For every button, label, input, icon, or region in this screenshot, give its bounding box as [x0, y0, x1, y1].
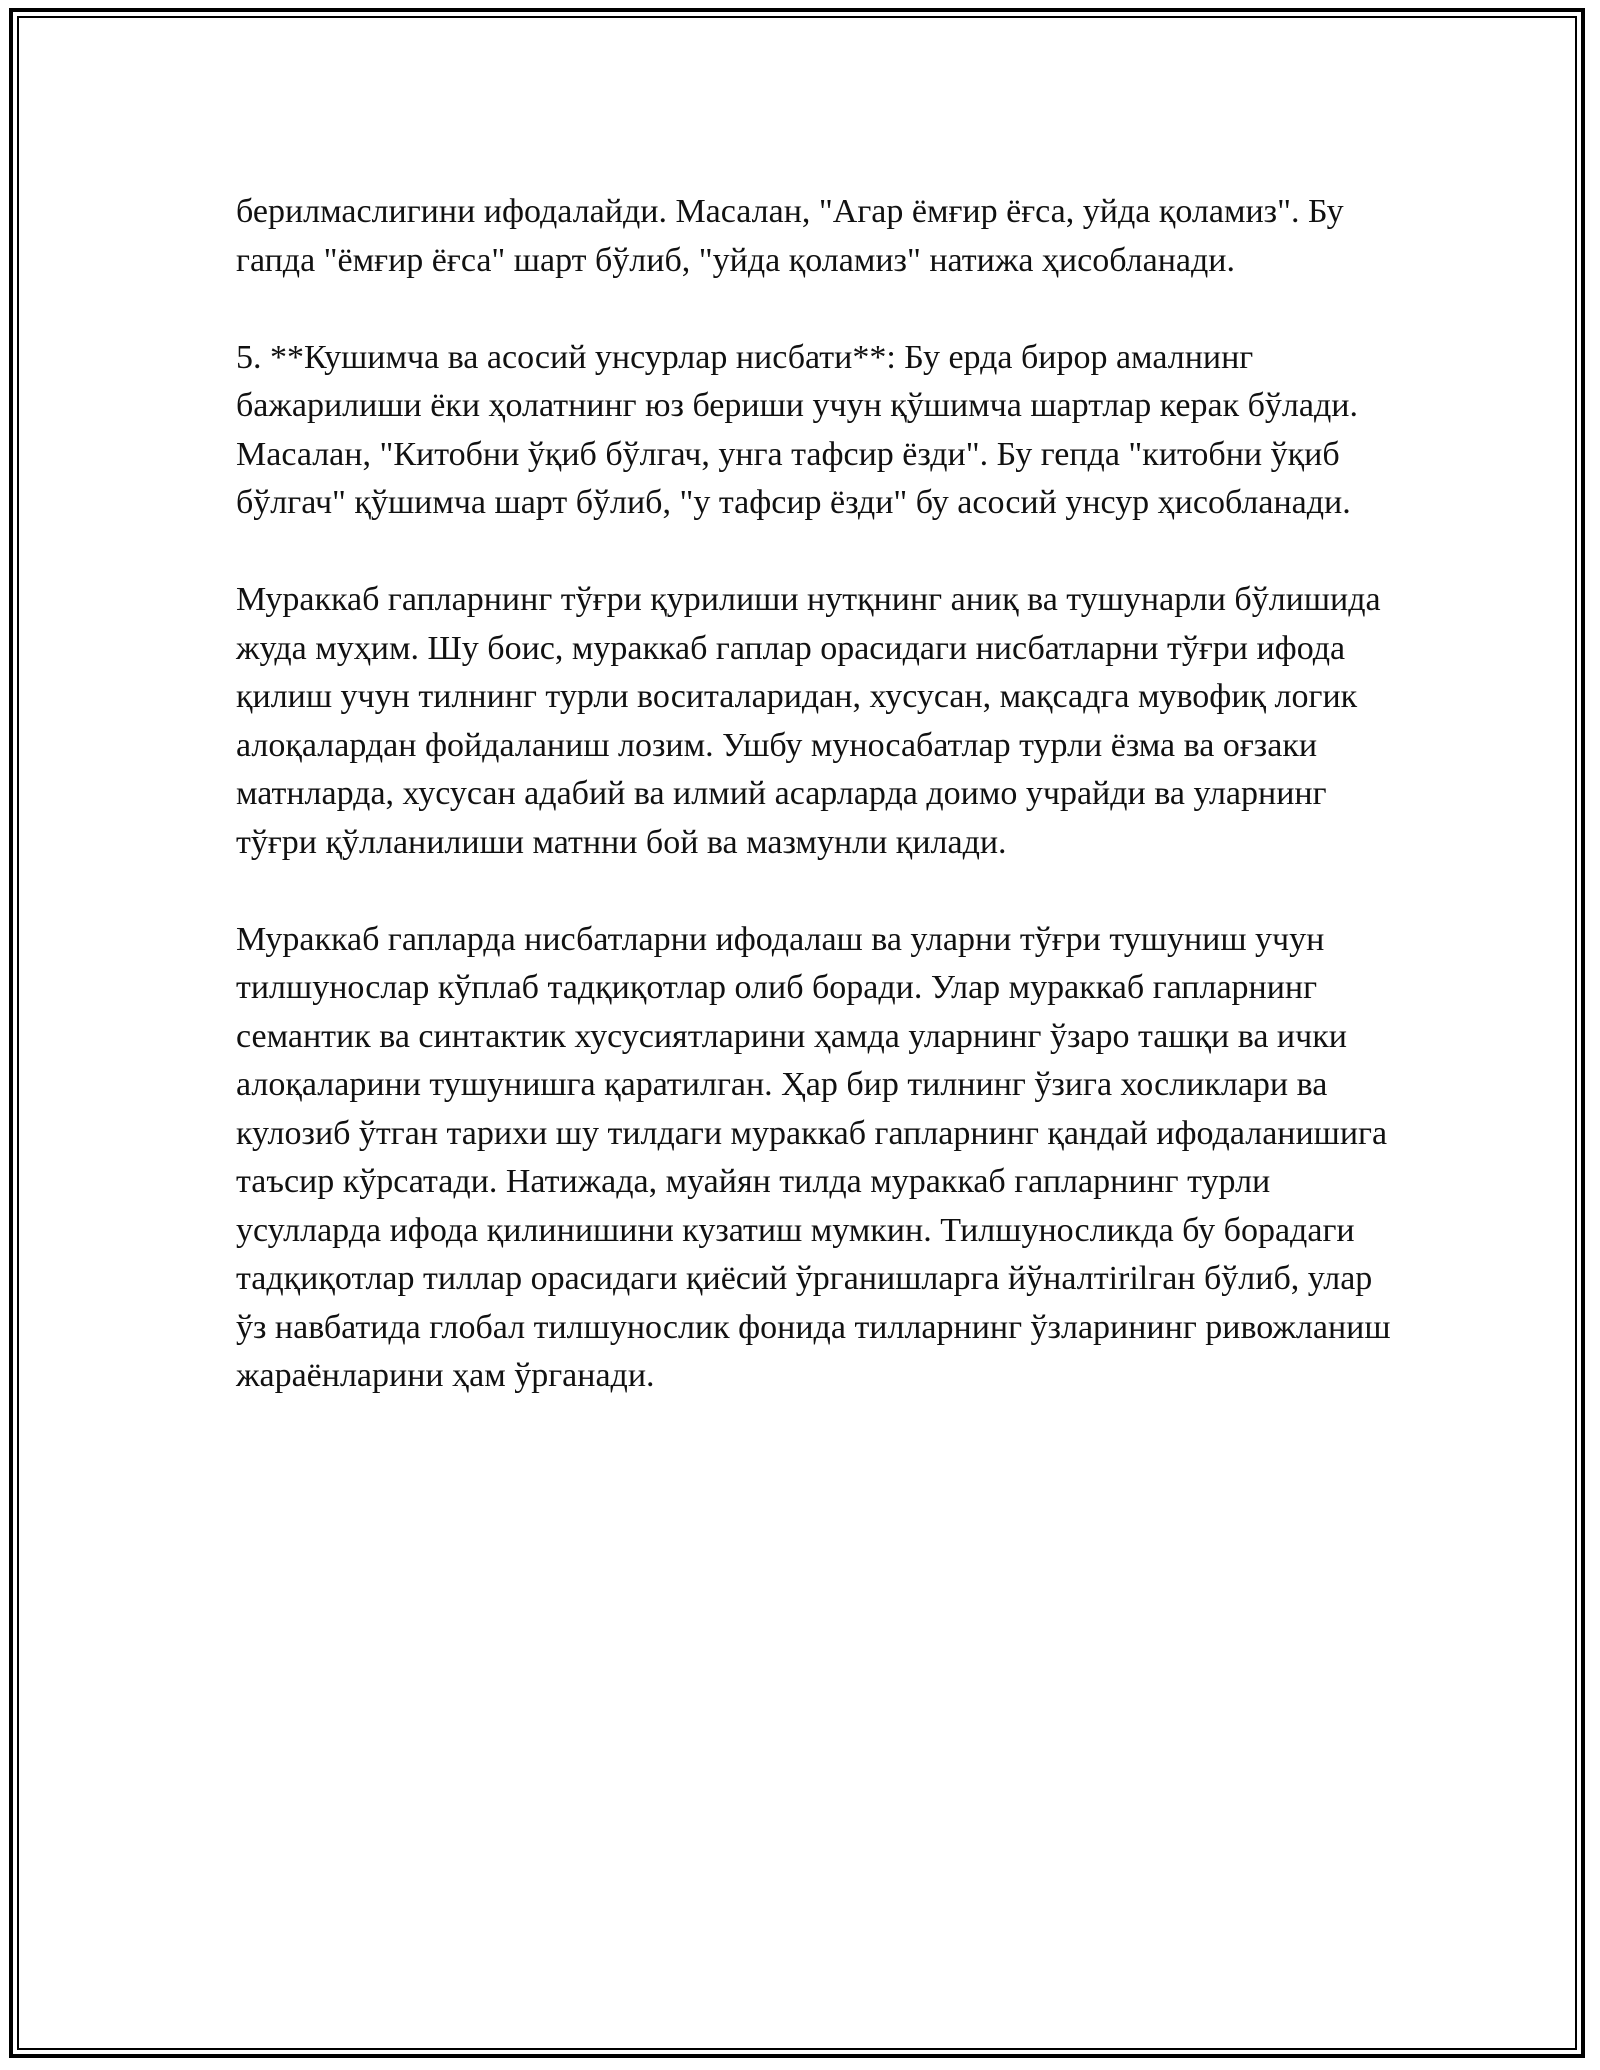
paragraph-additional-main-relation: 5. **Кушимча ва асосий унсурлар нисбати**: Бу ерда бирор амалнинг бажарилиши ёки ҳолатнинг юз бериши учун қўшимча шартлар керак бўлади. Масалан, "Китобни ўқиб бўлгач, унга тафсир ёзди". Бу гепда "китобни ўқиб бўлгач" қўшимча шарт бўлиб, "у тафсир ёзди" бу асосий унсур ҳисобланади. — [236, 338, 1358, 521]
paragraph-correct-construction: Мураккаб гапларнинг тўғри қурилиши нутқнинг аниқ ва тушунарли бўлишида жуда муҳим. Шу боис, мураккаб гаплар орасидаги нисбатларни тўғри ифода қилиш учун тилнинг турли воситаларидан, хусусан, мақсадга мувофиқ логик алоқалардан фойдаланиш лозим. Ушбу муносабатлар турли ёзма ва оғзаки матнларда, хусусан адабий ва илмий асарларда доимо учрайди ва уларнинг тўғри қўлланилиши матнни бой ва мазмунли қилади. — [236, 581, 1381, 861]
document-body — [236, 188, 1396, 1449]
paragraph-condition-result: берилмаслигини ифодалайди. Масалан, "Агар ёмғир ёғса, уйда қоламиз". Бу гапда "ёмғир ёғса" шарт бўлиб, "уйда қоламиз" натижа ҳисобланади. — [236, 193, 1344, 279]
paragraph-linguistic-research: Мураккаб гапларда нисбатларни ифодалаш ва уларни тўғри тушуниш учун тилшунослар кўплаб тадқиқотлар олиб боради. Улар мураккаб гапларнинг семантик ва синтактик хусусиятларини ҳамда уларнинг ўзаро ташқи ва ички алоқаларини тушунишга қаратилган. Ҳар бир тилнинг ўзига хосликлари ва кулозиб ўтган тарихи шу тилдаги мураккаб гапларнинг қандай ифодаланишига таъсир кўрсатади. Натижада, муайян тилда мураккаб гапларнинг турли усулларда ифода қилинишини кузатиш мумкин. Тилшуносликда бу борадаги тадқиқотлар тиллар орасидаги қиёсий ўрганишларга йўналтirilган бўлиб, улар ўз навбатида глобал тилшунослик фонида тилларнинг ўзларининг ривожланиш жараёнларини ҳам ўрганади. — [236, 920, 1391, 1394]
